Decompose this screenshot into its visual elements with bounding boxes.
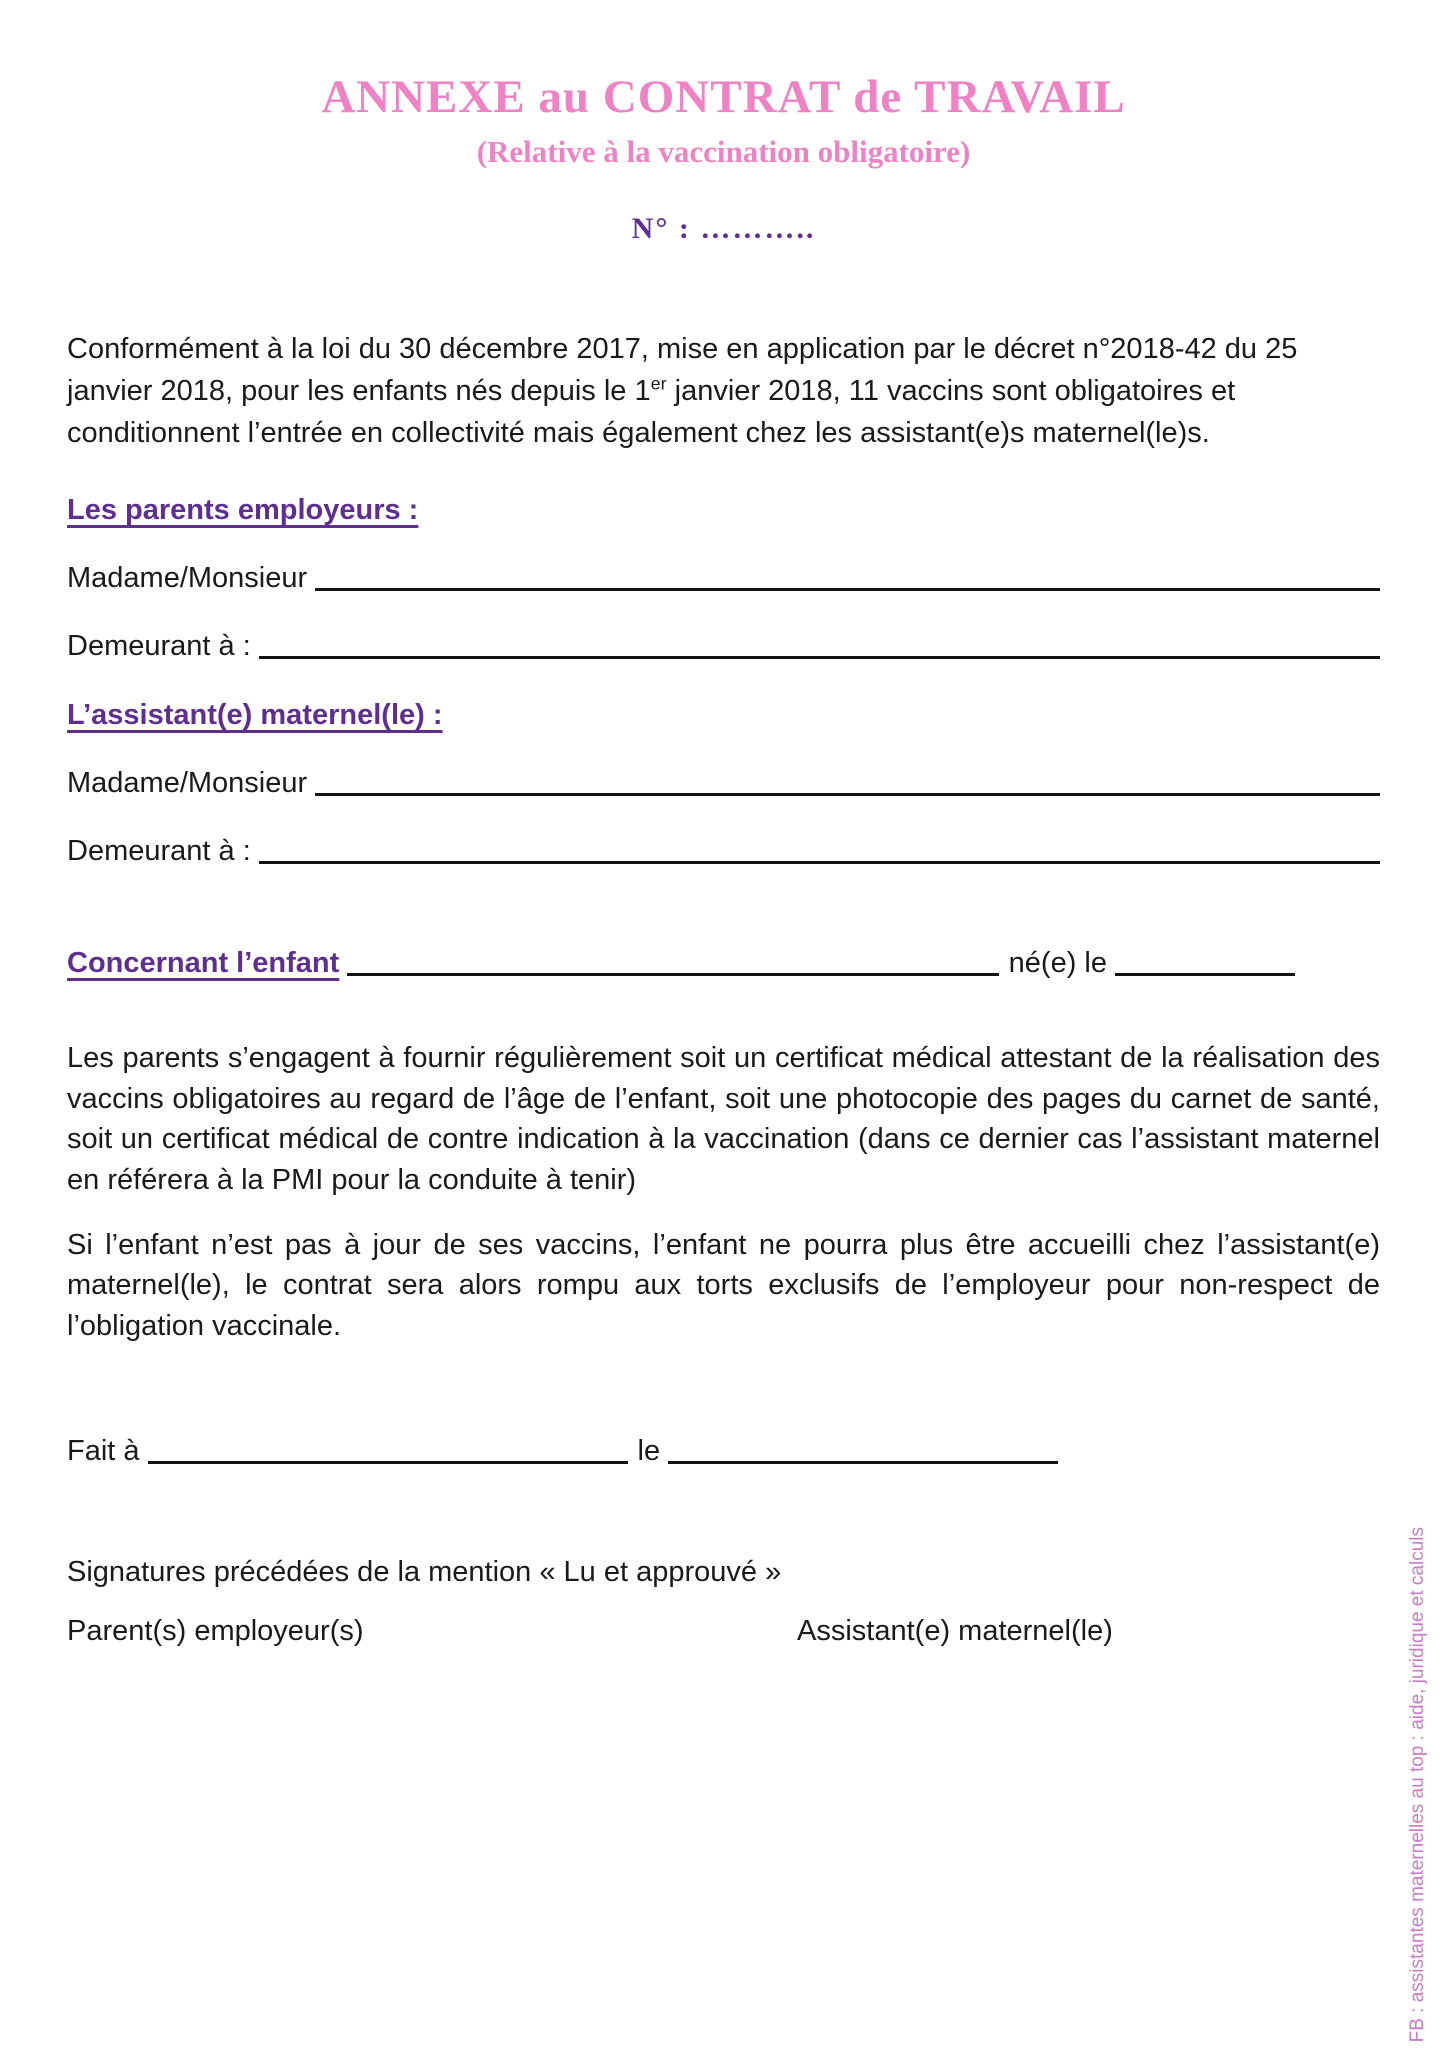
form-row-child bbox=[67, 934, 1295, 980]
le-label: le bbox=[637, 1435, 661, 1468]
ordinal-superscript: er bbox=[650, 373, 667, 394]
section-heading-parents: Les parents employeurs : bbox=[67, 494, 419, 527]
intro-text-before-sup: Conformément à la loi du 30 décembre 2017, mise en application par le décret n°2018-42 du 25 janvier 2018, pour les enfants nés depuis le 1 bbox=[67, 333, 1298, 408]
blank-line bbox=[347, 973, 998, 976]
demeurant-label: Demeurant à : bbox=[67, 835, 251, 868]
facebook-group-watermark: FB : assistantes maternelles au top : aide, juridique et calculs bbox=[1407, 1526, 1428, 2042]
form-row-assistant-address bbox=[67, 826, 1380, 868]
page-subtitle: (Relative à la vaccination obligatoire) bbox=[476, 134, 971, 170]
rupture-paragraph: Si l’enfant n’est pas à jour de ses vaccins, l’enfant ne pourra plus être accueilli chez l’assistant(e) maternel(le), le contrat sera alors rompu aux torts exclusifs de l’employeur pour non-respect de l’obligation vaccinale. bbox=[67, 1228, 1380, 1342]
form-row-parents-name bbox=[67, 553, 1380, 595]
intro-text-after-sup: janvier 2018, 11 vaccins sont obligatoires et conditionnent l’entrée en collectivité mais également chez les assistant(e)s maternel(le)s. bbox=[67, 375, 1236, 450]
signatures-note: Signatures précédées de la mention « Lu et approuvé » bbox=[67, 1556, 782, 1589]
born-label: né(e) le bbox=[1008, 947, 1107, 980]
blank-line bbox=[1115, 973, 1295, 976]
madame-monsieur-label: Madame/Monsieur bbox=[67, 767, 308, 800]
fait-a-label: Fait à bbox=[67, 1435, 140, 1468]
form-row-assistant-name bbox=[67, 758, 1380, 800]
page-title: ANNEXE au CONTRAT de TRAVAIL bbox=[321, 71, 1126, 123]
intro-paragraph bbox=[67, 328, 1380, 454]
blank-line bbox=[259, 861, 1380, 864]
parent-signature-label: Parent(s) employeur(s) bbox=[67, 1615, 364, 1648]
blank-line bbox=[315, 793, 1380, 796]
form-row-parents-address bbox=[67, 621, 1380, 663]
engagement-paragraph: Les parents s’engagent à fournir régulièrement soit un certificat médical attestant de la réalisation des vaccins obligatoires au regard de l’âge de l’enfant, soit une photocopie des pages du carnet de santé, soit un certificat médical de contre indication à la vaccination (dans ce dernier cas l’assistant maternel en référera à la PMI pour la conduite à tenir) bbox=[67, 1042, 1380, 1196]
assistant-signature-label: Assistant(e) maternel(le) bbox=[797, 1615, 1113, 1648]
blank-line bbox=[668, 1461, 1058, 1464]
blank-line bbox=[259, 656, 1380, 659]
document-number-line: N° : ……….. bbox=[631, 212, 816, 246]
blank-line bbox=[148, 1461, 628, 1464]
blank-line bbox=[315, 588, 1380, 591]
madame-monsieur-label: Madame/Monsieur bbox=[67, 562, 308, 595]
section-heading-assistant: L’assistant(e) maternel(le) : bbox=[67, 699, 443, 732]
form-row-date-place bbox=[67, 1424, 1380, 1468]
signature-labels-row bbox=[67, 1615, 1380, 1648]
section-heading-child: Concernant l’enfant bbox=[67, 947, 340, 980]
demeurant-label: Demeurant à : bbox=[67, 630, 251, 663]
